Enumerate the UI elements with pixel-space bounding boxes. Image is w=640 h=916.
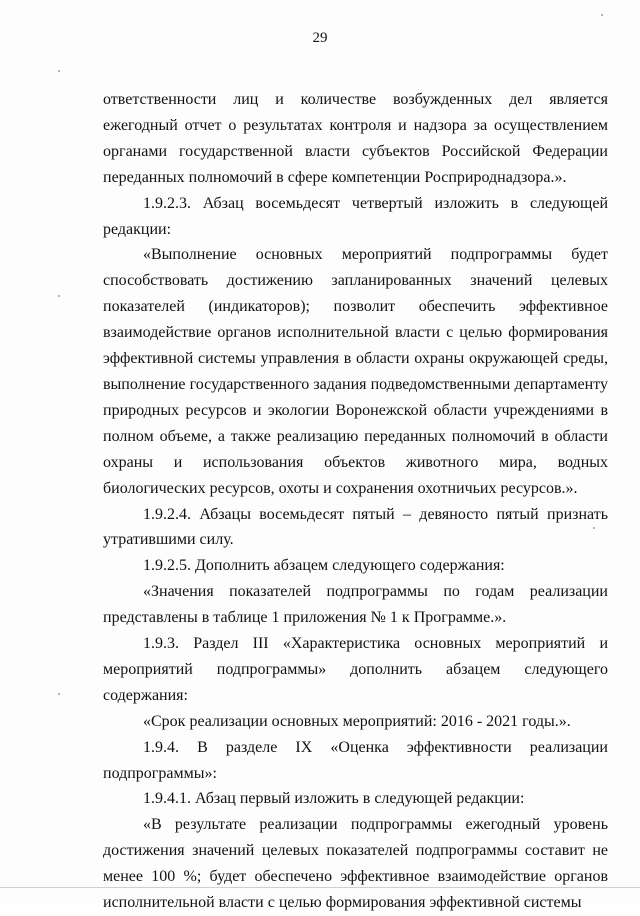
paragraph-quote-indicators: «Значения показателей подпрограммы по годам реализации представлены в таблице 1 приложения № 1 к Программе.».	[103, 583, 608, 627]
paragraph-quote-activities: «Выполнение основных мероприятий подпрограммы будет способствовать достижению запланированных значений целевых показателей (индикаторов); позволит обеспечить эффективное взаимодействие органов исполнительной власти с целью формирования эффективной системы управления в области охраны окружающей среды, выполнение государственного задания подведомственными департаменту природных ресурсов и экологии Воронежской области учреждениями в полном объеме, а также реализацию переданных полномочий в области охраны и использования объектов животного мира, водных биологических ресурсов, охоты и сохранения охотничьих ресурсов.».	[103, 246, 608, 497]
paragraph-1-9-4-1: 1.9.4.1. Абзац первый изложить в следующей редакции:	[143, 790, 525, 808]
paragraph-continuation: ответственности лиц и количестве возбужденных дел является ежегодный отчет о результатах контроля и надзора за осуществлением органами государственной власти субъектов Российской Федерации переданных полномочий в сфере компетенции Росприроднадзора.».	[103, 91, 608, 186]
paragraph-1-9-2-4: 1.9.2.4. Абзацы восемьдесят пятый – девяносто пятый признать утратившими силу.	[103, 505, 608, 549]
paragraph-1-9-3: 1.9.3. Раздел III «Характеристика основных мероприятий и мероприятий подпрограммы» дополнить абзацем следующего содержания:	[103, 635, 608, 704]
paragraph-quote-results: «В результате реализации подпрограммы ежегодный уровень достижения значений целевых показателей подпрограммы составит не менее 100 %; будет обеспечено эффективное взаимодействие органов исполнительной власти с целью формирования эффективной системы	[103, 816, 608, 912]
paragraph-1-9-2-5: 1.9.2.5. Дополнить абзацем следующего содержания:	[143, 557, 505, 575]
scan-speck	[593, 527, 595, 529]
scan-speck	[58, 70, 60, 72]
paragraph-quote-term: «Срок реализации основных мероприятий: 2016 - 2021 годы.».	[143, 712, 571, 730]
document-body	[103, 87, 608, 916]
paragraph-1-9-2-3: 1.9.2.3. Абзац восемьдесят четвертый изложить в следующей редакции:	[103, 194, 608, 238]
scan-speck	[58, 693, 60, 695]
scan-speck	[601, 14, 603, 16]
paragraph-1-9-4: 1.9.4. В разделе IX «Оценка эффективности реализации подпрограммы»:	[103, 738, 608, 782]
scan-speck	[58, 295, 60, 297]
page-number: 29	[312, 30, 328, 46]
scan-bottom-edge	[0, 887, 640, 888]
